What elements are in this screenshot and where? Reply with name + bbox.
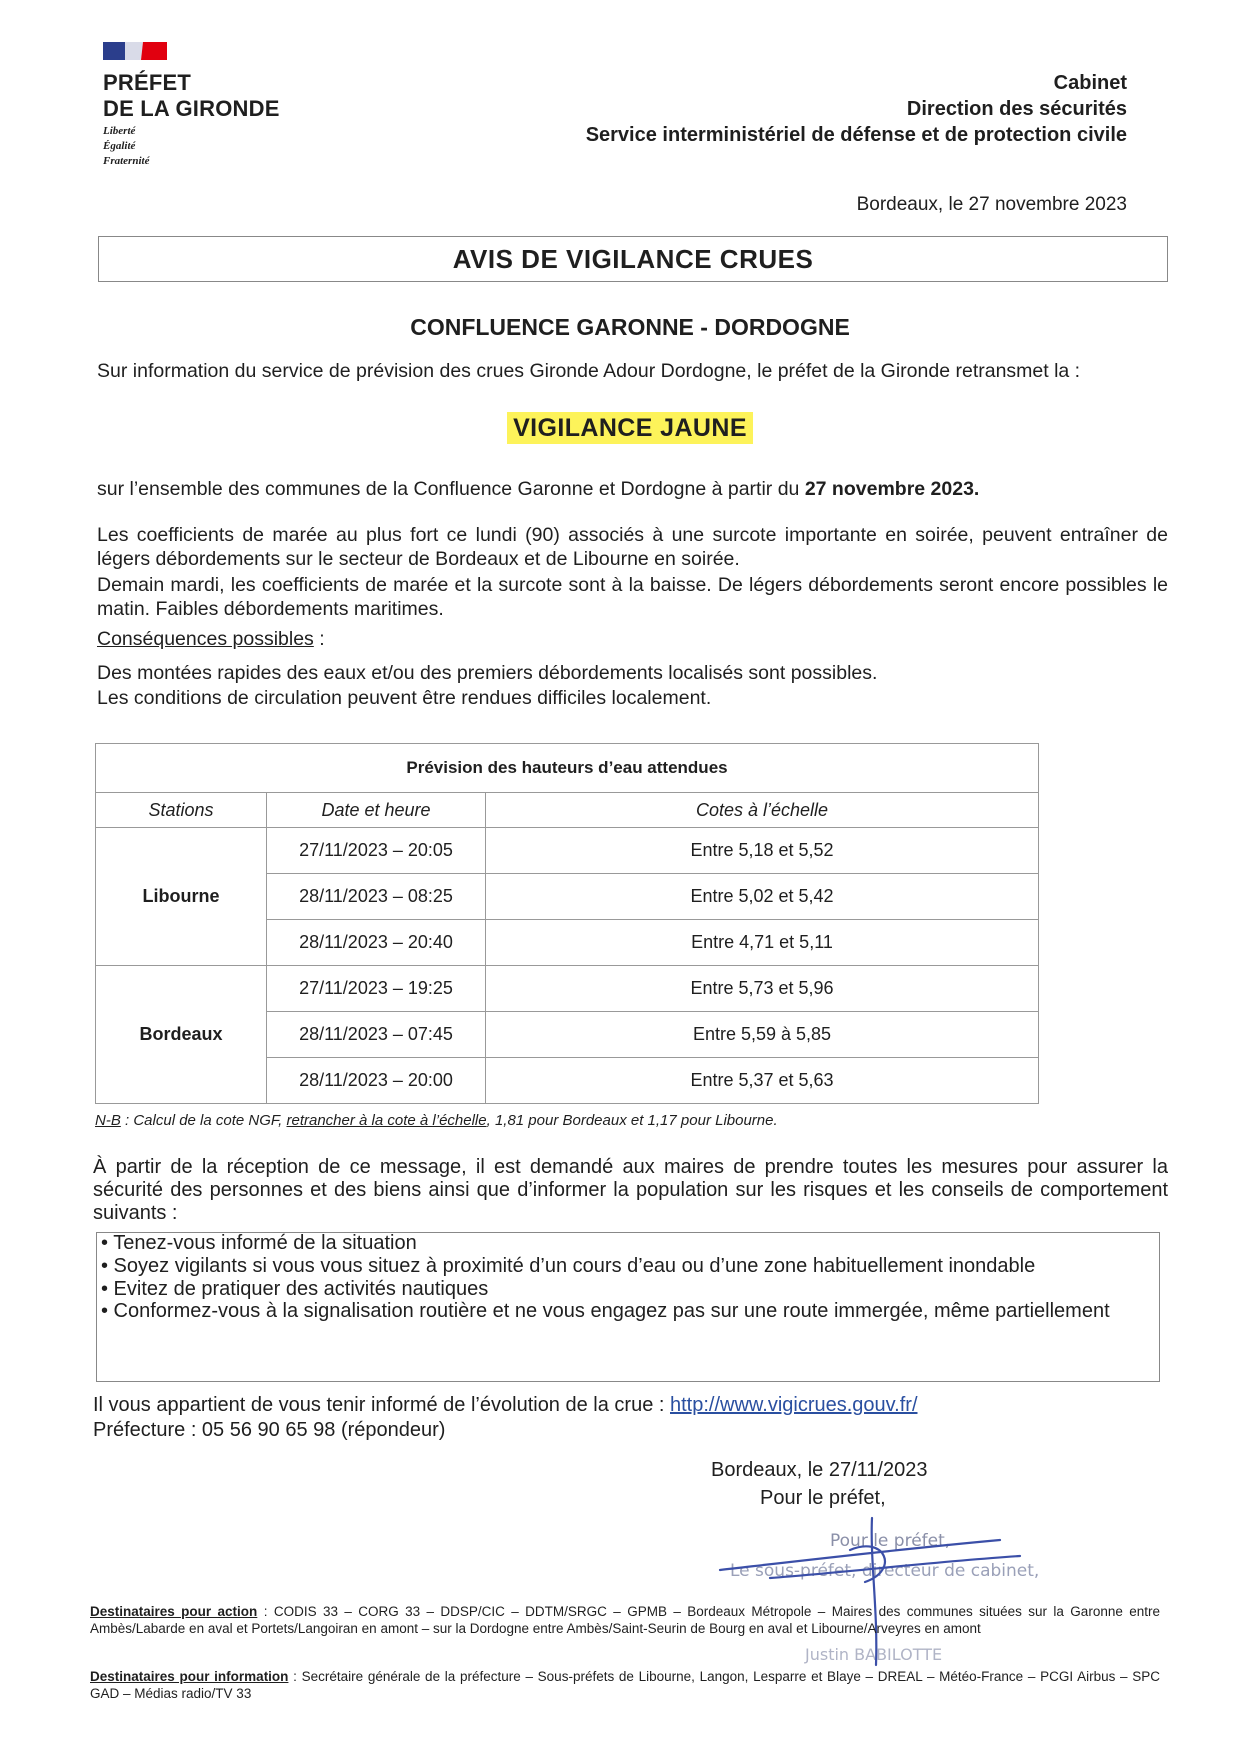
scope-paragraph bbox=[97, 477, 1168, 501]
forecast-level: Entre 5,73 et 5,96 bbox=[486, 966, 1039, 1012]
table-caption: Prévision des hauteurs d’eau attendues bbox=[96, 744, 1039, 793]
forecast-level: Entre 5,18 et 5,52 bbox=[486, 828, 1039, 874]
prefet-line-2: DE LA GIRONDE bbox=[103, 96, 280, 121]
measures-list bbox=[101, 1232, 1111, 1323]
prefecture-phone: Préfecture : 05 56 90 65 98 (répondeur) bbox=[93, 1419, 446, 1441]
title-box bbox=[98, 236, 1168, 282]
stamp-line-1: Pour le préfet, bbox=[830, 1531, 951, 1551]
motto-fraternite: Fraternité bbox=[103, 155, 150, 167]
motto-egalite: Égalité bbox=[103, 140, 136, 152]
scope-date: 27 novembre 2023. bbox=[804, 478, 980, 500]
station-name: Libourne bbox=[96, 828, 267, 966]
column-header-level: Cotes à l’échelle bbox=[486, 793, 1039, 828]
column-header-datetime: Date et heure bbox=[267, 793, 486, 828]
vigilance-level: VIGILANCE JAUNE bbox=[507, 412, 753, 444]
handwritten-signature bbox=[700, 1510, 1070, 1670]
list-item: • Tenez-vous informé de la situation bbox=[101, 1232, 417, 1254]
forecast-datetime: 27/11/2023 – 19:25 bbox=[267, 966, 486, 1012]
list-item: • Evitez de pratiquer des activités nautiques bbox=[101, 1277, 489, 1300]
forecast-datetime: 28/11/2023 – 07:45 bbox=[267, 1012, 486, 1058]
vigilance-level-wrap bbox=[0, 414, 1240, 443]
service-line-direction: Direction des sécurités bbox=[906, 98, 1127, 120]
forecast-level: Entre 5,37 et 5,63 bbox=[486, 1058, 1039, 1104]
recipients-information bbox=[90, 1668, 1160, 1702]
recipients-action-label: Destinataires pour action bbox=[90, 1604, 258, 1619]
recipients-action-text: : CODIS 33 – CORG 33 – DDSP/CIC – DDTM/SRGC – GPMB – Bordeaux Métropole – Maires des communes situées sur la Garonne entre Ambès/Labarde en aval et Portets/Langoiran en amont – sur la Dordogne entre Ambès/Saint-Seurin de Bourg en aval et Libourne/Arveyres en amont bbox=[90, 1604, 1160, 1636]
republic-marianne-logo bbox=[103, 40, 167, 62]
prefet-line-1: PRÉFET bbox=[103, 70, 191, 95]
motto-liberte: Liberté bbox=[103, 125, 136, 137]
recipients-info-label: Destinataires pour information bbox=[90, 1669, 289, 1684]
republic-motto bbox=[103, 124, 149, 169]
table-row bbox=[96, 828, 1039, 874]
forecast-table bbox=[95, 743, 1039, 1104]
mayors-paragraph: À partir de la réception de ce message, il est demandé aux maires de prendre toutes les mesures pour assurer la sécurité des personnes et des biens ainsi que d’informer la population sur les risques et les conseils de comportement suivants : bbox=[93, 1156, 1168, 1224]
vigicrues-link[interactable]: http://www.vigicrues.gouv.fr/ bbox=[670, 1394, 918, 1416]
consequences-line-2: Les conditions de circulation peuvent être rendues difficiles localement. bbox=[97, 687, 712, 709]
consequences-line-1: Des montées rapides des eaux et/ou des premiers débordements localisés sont possibles. bbox=[97, 662, 878, 684]
consequences-label: Conséquences possibles bbox=[97, 628, 314, 650]
list-item: • Conformez-vous à la signalisation routière et ne vous engagez pas sur une route immergée, même partiellement bbox=[101, 1300, 1110, 1323]
info-paragraph bbox=[93, 1393, 1164, 1443]
table-header-row bbox=[96, 793, 1039, 828]
recipients-info-text: : Secrétaire générale de la préfecture – Sous-préfets de Libourne, Langon, Lesparre et Blaye – DREAL – Météo-France – PCGI Airbus – SPC GAD – Médias radio/TV 33 bbox=[90, 1669, 1160, 1701]
stamp-line-2: Le sous-préfet, directeur de cabinet, bbox=[730, 1561, 1040, 1581]
column-header-stations: Stations bbox=[96, 793, 267, 828]
note-nb: N-B bbox=[95, 1112, 121, 1129]
situation-paragraph-2: Demain mardi, les coefficients de marée et la surcote sont à la baisse. De légers débordements seront encore possibles le matin. Faibles débordements maritimes. bbox=[97, 574, 1168, 620]
forecast-datetime: 27/11/2023 – 20:05 bbox=[267, 828, 486, 874]
note-underlined: retrancher à la cote à l’échelle bbox=[286, 1112, 487, 1129]
stamp-name: Justin BABILOTTE bbox=[805, 1645, 943, 1664]
forecast-level: Entre 5,59 à 5,85 bbox=[486, 1012, 1039, 1058]
prefecture-name bbox=[103, 70, 280, 122]
forecast-level: Entre 4,71 et 5,11 bbox=[486, 920, 1039, 966]
signature-date: Bordeaux, le 27/11/2023 bbox=[711, 1459, 928, 1481]
situation-paragraph: Les coefficients de marée au plus fort ce lundi (90) associés à une surcote importante en soirée, peuvent entraîner de légers débordements sur le secteur de Bordeaux et de Libourne en soirée. bbox=[97, 524, 1168, 570]
consequences-suffix: : bbox=[313, 628, 325, 650]
note-part-2: , 1,81 pour Bordeaux et 1,17 pour Libourne. bbox=[486, 1112, 778, 1129]
service-line-cabinet: Cabinet bbox=[1053, 72, 1127, 94]
info-text: Il vous appartient de vous tenir informé de l’évolution de la crue : bbox=[93, 1394, 670, 1416]
forecast-level: Entre 5,02 et 5,42 bbox=[486, 874, 1039, 920]
issuing-service bbox=[586, 70, 1127, 148]
ngf-note bbox=[95, 1112, 778, 1129]
recipients-action bbox=[90, 1603, 1160, 1637]
signature-for-prefect: Pour le préfet, bbox=[760, 1487, 886, 1509]
station-name: Bordeaux bbox=[96, 966, 267, 1104]
consequences-heading bbox=[97, 627, 1168, 651]
service-line-sidpc: Service interministériel de défense et de protection civile bbox=[585, 124, 1127, 146]
forecast-datetime: 28/11/2023 – 08:25 bbox=[267, 874, 486, 920]
info-line bbox=[93, 1393, 1164, 1418]
document-date: Bordeaux, le 27 novembre 2023 bbox=[856, 194, 1127, 215]
table-row bbox=[96, 966, 1039, 1012]
scope-text: sur l’ensemble des communes de la Confluence Garonne et Dordogne à partir du bbox=[97, 478, 805, 500]
list-item: • Soyez vigilants si vous vous situez à proximité d’un cours d’eau ou d’une zone habituellement inondable bbox=[101, 1254, 1036, 1277]
forecast-datetime: 28/11/2023 – 20:00 bbox=[267, 1058, 486, 1104]
intro-paragraph: Sur information du service de prévision des crues Gironde Adour Dordogne, le préfet de la Gironde retransmet la : bbox=[97, 360, 1081, 382]
document-title: AVIS DE VIGILANCE CRUES bbox=[452, 244, 814, 274]
forecast-datetime: 28/11/2023 – 20:40 bbox=[267, 920, 486, 966]
note-part-1: : Calcul de la cote NGF, bbox=[120, 1112, 287, 1129]
document-subtitle: CONFLUENCE GARONNE - DORDOGNE bbox=[410, 314, 850, 340]
